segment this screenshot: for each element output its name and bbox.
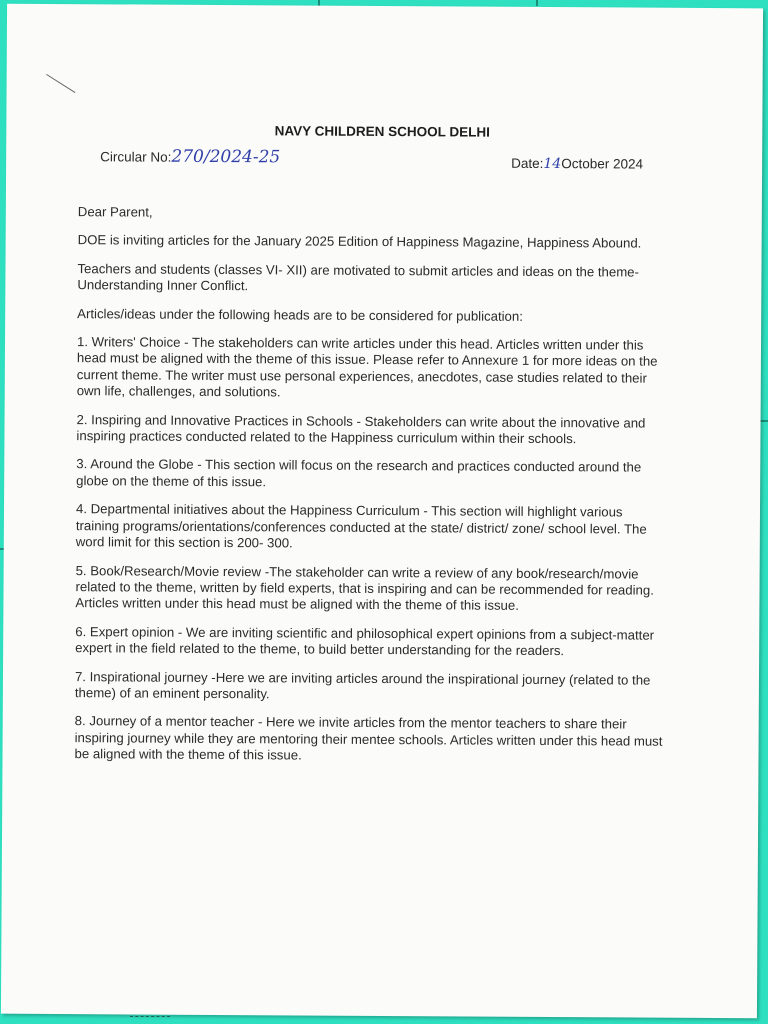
background-grid-line (760, 420, 768, 422)
date-line (511, 156, 643, 173)
letter-body (74, 204, 667, 778)
circular-number-handwritten: 270/2024-25 (171, 146, 281, 168)
date-day-handwritten: 14 (543, 155, 562, 173)
date-label: Date: (511, 155, 544, 171)
background-grid-line (536, 0, 538, 6)
date-month-year: October 2024 (561, 156, 644, 172)
list-item: 7. Inspirational journey -Here we are inviting articles around the inspirational journey (related to the theme) of an eminent personality. (74, 668, 651, 702)
list-item: 5. Book/Research/Movie review -The stakeholder can write a review of any book/research/movie related to the theme, written by field experts, that is inspiring and can be recommended for reading. Articles written under this head must be aligned with the theme of this issue. (75, 562, 654, 614)
intro-paragraph: DOE is inviting articles for the January 2025 Edition of Happiness Magazine, Happiness Abound. (77, 232, 642, 251)
list-item: 8. Journey of a mentor teacher - Here we invite articles from the mentor teachers to share their inspiring journey while they are mentoring their mentee schools. Articles written under this head must be aligned with the theme of this issue. (74, 713, 663, 763)
circular-document (1, 4, 763, 1019)
background-edge-mark (130, 1016, 170, 1021)
list-item: 1. Writers' Choice - The stakeholders can write articles under this head. Articles written under this head must be aligned with the theme of this issue. Please refer to Annexure 1 for more ideas on the current theme. The writer must use personal experiences, anecdotes, case studies related to their own life, challenges, and solutions. (76, 334, 658, 400)
list-item: 6. Expert opinion - We are inviting scientific and philosophical expert opinions from a subject-matter expert in the field related to the theme, to build better understanding for the readers. (75, 623, 655, 659)
salutation: Dear Parent, (77, 204, 153, 220)
list-item: 2. Inspiring and Innovative Practices in Schools - Stakeholders can write about the innovative and inspiring practices conducted related to the Happiness curriculum within their schools. (76, 411, 646, 447)
school-title: NAVY CHILDREN SCHOOL DELHI (274, 123, 491, 140)
circular-label: Circular No: (100, 149, 172, 165)
heads-intro-paragraph: Articles/ideas under the following heads are to be considered for publication: (77, 305, 523, 324)
motivation-paragraph: Teachers and students (classes VI- XII) are motivated to submit articles and ideas on the theme- Understanding Inner Conflict. (77, 260, 639, 294)
list-item: 3. Around the Globe - This section will focus on the research and practices conducted around the globe on the theme of this issue. (76, 456, 642, 490)
pen-mark (46, 74, 75, 93)
list-item: 4. Departmental initiatives about the Happiness Curriculum - This section will highlight various training programs/orientations/conferences conducted at the state/ district/ zone/ school level. The word limit for this section is 200- 300. (75, 501, 647, 551)
circular-number-line (100, 146, 280, 167)
